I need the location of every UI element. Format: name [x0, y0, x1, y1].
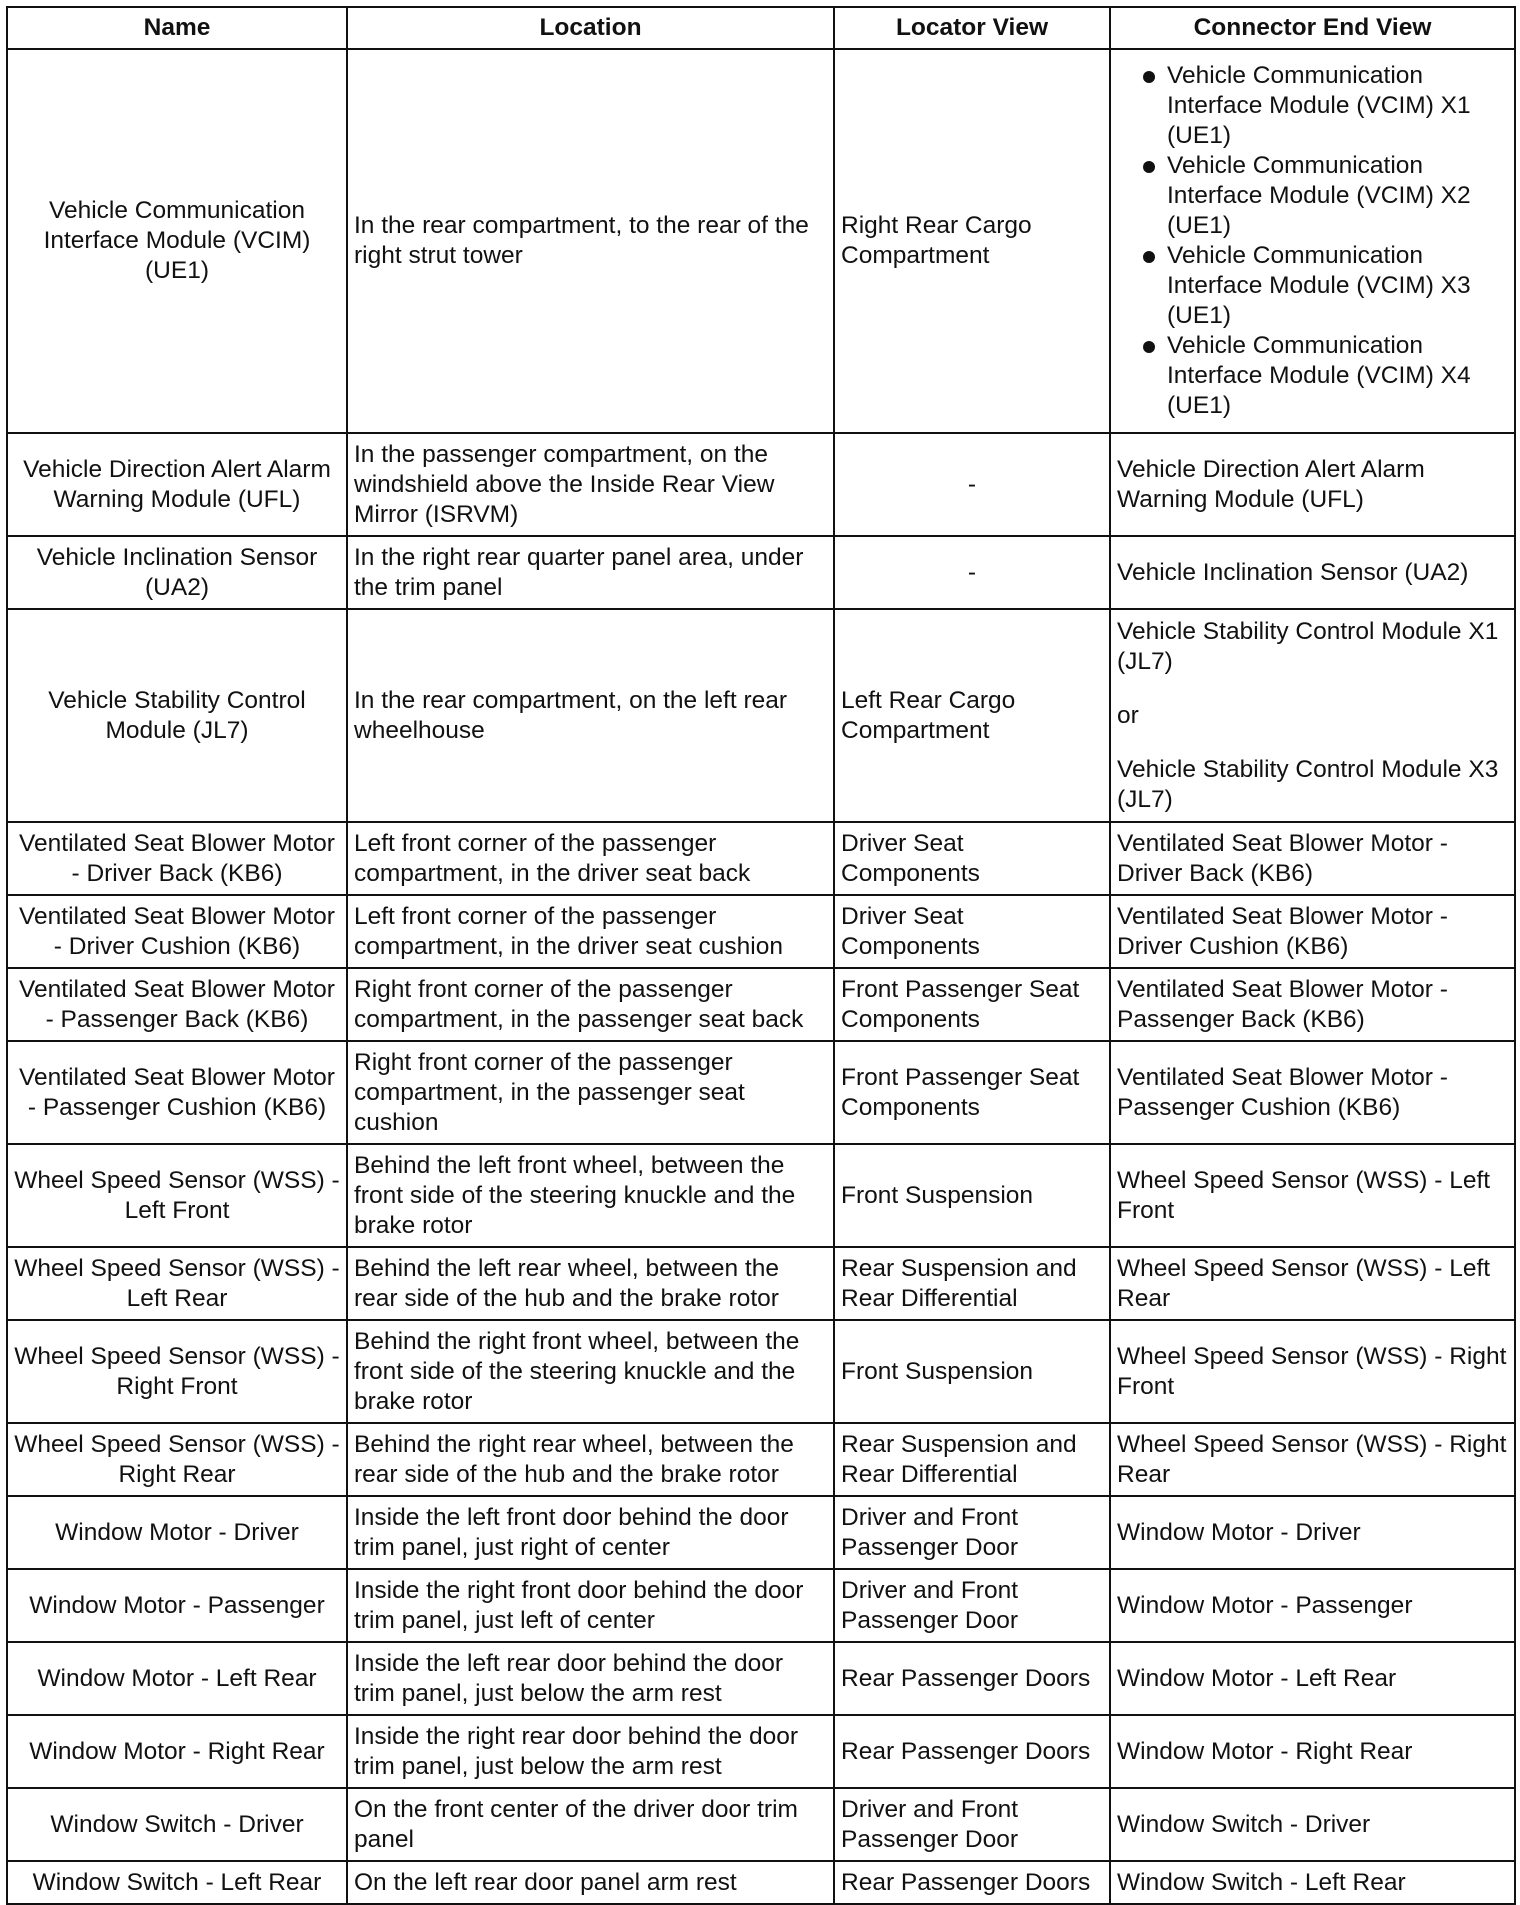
cell-name: Vehicle Direction Alert Alarm Warning Module (UFL)	[7, 433, 347, 536]
table-row	[7, 536, 1515, 609]
connector-list	[1117, 61, 1508, 421]
table-row	[7, 609, 1515, 822]
cell-location: Inside the right front door behind the door trim panel, just left of center	[347, 1569, 834, 1642]
table-row	[7, 1642, 1515, 1715]
cell-location: In the rear compartment, on the left rear wheelhouse	[347, 609, 834, 822]
cell-name: Ventilated Seat Blower Motor - Passenger Back (KB6)	[7, 968, 347, 1041]
cell-location: On the left rear door panel arm rest	[347, 1861, 834, 1904]
component-locator-document	[6, 6, 1516, 1905]
cell-locator-view: Right Rear Cargo Compartment	[834, 49, 1110, 433]
cell-name: Wheel Speed Sensor (WSS) - Right Rear	[7, 1423, 347, 1496]
cell-connector-end-view: Vehicle Direction Alert Alarm Warning Module (UFL)	[1110, 433, 1515, 536]
table-row	[7, 822, 1515, 895]
cell-name: Vehicle Stability Control Module (JL7)	[7, 609, 347, 822]
connector-list-item: Vehicle Communication Interface Module (VCIM) X4 (UE1)	[1117, 331, 1508, 421]
table-row	[7, 1496, 1515, 1569]
cell-connector-end-view: Vehicle Inclination Sensor (UA2)	[1110, 536, 1515, 609]
cell-location: Inside the left rear door behind the door trim panel, just below the arm rest	[347, 1642, 834, 1715]
cell-name: Window Motor - Passenger	[7, 1569, 347, 1642]
table-row	[7, 895, 1515, 968]
cell-name: Window Motor - Right Rear	[7, 1715, 347, 1788]
cell-locator-view: -	[834, 433, 1110, 536]
cell-connector-end-view: Ventilated Seat Blower Motor - Driver Back (KB6)	[1110, 822, 1515, 895]
cell-connector-end-view: Window Motor - Right Rear	[1110, 1715, 1515, 1788]
cell-name: Wheel Speed Sensor (WSS) - Right Front	[7, 1320, 347, 1423]
cell-connector-end-view: Window Motor - Passenger	[1110, 1569, 1515, 1642]
table-row	[7, 49, 1515, 433]
cell-locator-view: Rear Passenger Doors	[834, 1642, 1110, 1715]
cell-locator-view: Left Rear Cargo Compartment	[834, 609, 1110, 822]
cell-name: Window Motor - Left Rear	[7, 1642, 347, 1715]
cell-connector-end-view: Ventilated Seat Blower Motor - Driver Cushion (KB6)	[1110, 895, 1515, 968]
cell-connector-end-view: Window Switch - Left Rear	[1110, 1861, 1515, 1904]
cell-locator-view: -	[834, 536, 1110, 609]
cell-location: Behind the right front wheel, between the front side of the steering knuckle and the brake rotor	[347, 1320, 834, 1423]
connector-or-text: or	[1117, 701, 1139, 729]
component-locator-table	[6, 6, 1516, 1905]
cell-connector-end-view: Window Switch - Driver	[1110, 1788, 1515, 1861]
cell-location: Right front corner of the passenger compartment, in the passenger seat back	[347, 968, 834, 1041]
table-row	[7, 1788, 1515, 1861]
cell-name: Ventilated Seat Blower Motor - Passenger Cushion (KB6)	[7, 1041, 347, 1144]
cell-locator-view: Driver Seat Components	[834, 895, 1110, 968]
cell-location: Behind the right rear wheel, between the rear side of the hub and the brake rotor	[347, 1423, 834, 1496]
cell-location: On the front center of the driver door trim panel	[347, 1788, 834, 1861]
connector-list-item: Vehicle Communication Interface Module (VCIM) X2 (UE1)	[1117, 151, 1508, 241]
header-name: Name	[7, 7, 347, 49]
cell-locator-view: Driver Seat Components	[834, 822, 1110, 895]
cell-locator-view: Driver and Front Passenger Door	[834, 1496, 1110, 1569]
table-row	[7, 1715, 1515, 1788]
cell-connector-end-view: Ventilated Seat Blower Motor - Passenger Cushion (KB6)	[1110, 1041, 1515, 1144]
cell-connector-end-view	[1110, 49, 1515, 433]
cell-connector-end-view	[1110, 609, 1515, 822]
table-row	[7, 968, 1515, 1041]
connector-list-item: Vehicle Communication Interface Module (VCIM) X1 (UE1)	[1117, 61, 1508, 151]
cell-locator-view: Front Suspension	[834, 1144, 1110, 1247]
cell-locator-view: Front Passenger Seat Components	[834, 968, 1110, 1041]
cell-name: Window Switch - Left Rear	[7, 1861, 347, 1904]
cell-name: Wheel Speed Sensor (WSS) - Left Front	[7, 1144, 347, 1247]
cell-name: Ventilated Seat Blower Motor - Driver Cushion (KB6)	[7, 895, 347, 968]
table-row	[7, 1423, 1515, 1496]
cell-name: Ventilated Seat Blower Motor - Driver Back (KB6)	[7, 822, 347, 895]
cell-location: Inside the left front door behind the door trim panel, just right of center	[347, 1496, 834, 1569]
cell-location: Behind the left rear wheel, between the rear side of the hub and the brake rotor	[347, 1247, 834, 1320]
table-row	[7, 433, 1515, 536]
table-row	[7, 1861, 1515, 1904]
table-row	[7, 1144, 1515, 1247]
cell-connector-end-view: Wheel Speed Sensor (WSS) - Right Front	[1110, 1320, 1515, 1423]
table-row	[7, 1569, 1515, 1642]
cell-location: In the passenger compartment, on the windshield above the Inside Rear View Mirror (ISRVM)	[347, 433, 834, 536]
cell-location: Right front corner of the passenger compartment, in the passenger seat cushion	[347, 1041, 834, 1144]
cell-connector-end-view: Wheel Speed Sensor (WSS) - Left Rear	[1110, 1247, 1515, 1320]
cell-location: Left front corner of the passenger compartment, in the driver seat back	[347, 822, 834, 895]
cell-connector-end-view: Wheel Speed Sensor (WSS) - Right Rear	[1110, 1423, 1515, 1496]
cell-name: Vehicle Communication Interface Module (VCIM) (UE1)	[7, 49, 347, 433]
table-row	[7, 1320, 1515, 1423]
header-connector-end-view: Connector End View	[1110, 7, 1515, 49]
cell-connector-end-view: Window Motor - Left Rear	[1110, 1642, 1515, 1715]
cell-locator-view: Driver and Front Passenger Door	[834, 1788, 1110, 1861]
cell-location: In the right rear quarter panel area, under the trim panel	[347, 536, 834, 609]
header-locator-view: Locator View	[834, 7, 1110, 49]
cell-locator-view: Front Passenger Seat Components	[834, 1041, 1110, 1144]
cell-location: Inside the right rear door behind the door trim panel, just below the arm rest	[347, 1715, 834, 1788]
cell-location: Behind the left front wheel, between the front side of the steering knuckle and the brake rotor	[347, 1144, 834, 1247]
table-row	[7, 1041, 1515, 1144]
connector-option: Vehicle Stability Control Module X1 (JL7)	[1117, 617, 1499, 675]
cell-location: In the rear compartment, to the rear of the right strut tower	[347, 49, 834, 433]
header-location: Location	[347, 7, 834, 49]
connector-list-item: Vehicle Communication Interface Module (VCIM) X3 (UE1)	[1117, 241, 1508, 331]
cell-name: Wheel Speed Sensor (WSS) - Left Rear	[7, 1247, 347, 1320]
cell-connector-end-view: Ventilated Seat Blower Motor - Passenger Back (KB6)	[1110, 968, 1515, 1041]
cell-locator-view: Rear Passenger Doors	[834, 1861, 1110, 1904]
cell-locator-view: Rear Suspension and Rear Differential	[834, 1247, 1110, 1320]
table-header-row	[7, 7, 1515, 49]
cell-connector-end-view: Window Motor - Driver	[1110, 1496, 1515, 1569]
cell-name: Vehicle Inclination Sensor (UA2)	[7, 536, 347, 609]
cell-locator-view: Driver and Front Passenger Door	[834, 1569, 1110, 1642]
cell-location: Left front corner of the passenger compartment, in the driver seat cushion	[347, 895, 834, 968]
cell-connector-end-view: Wheel Speed Sensor (WSS) - Left Front	[1110, 1144, 1515, 1247]
cell-name: Window Switch - Driver	[7, 1788, 347, 1861]
table-row	[7, 1247, 1515, 1320]
cell-locator-view: Rear Passenger Doors	[834, 1715, 1110, 1788]
cell-locator-view: Front Suspension	[834, 1320, 1110, 1423]
connector-option: Vehicle Stability Control Module X3 (JL7)	[1117, 755, 1499, 813]
cell-name: Window Motor - Driver	[7, 1496, 347, 1569]
cell-locator-view: Rear Suspension and Rear Differential	[834, 1423, 1110, 1496]
